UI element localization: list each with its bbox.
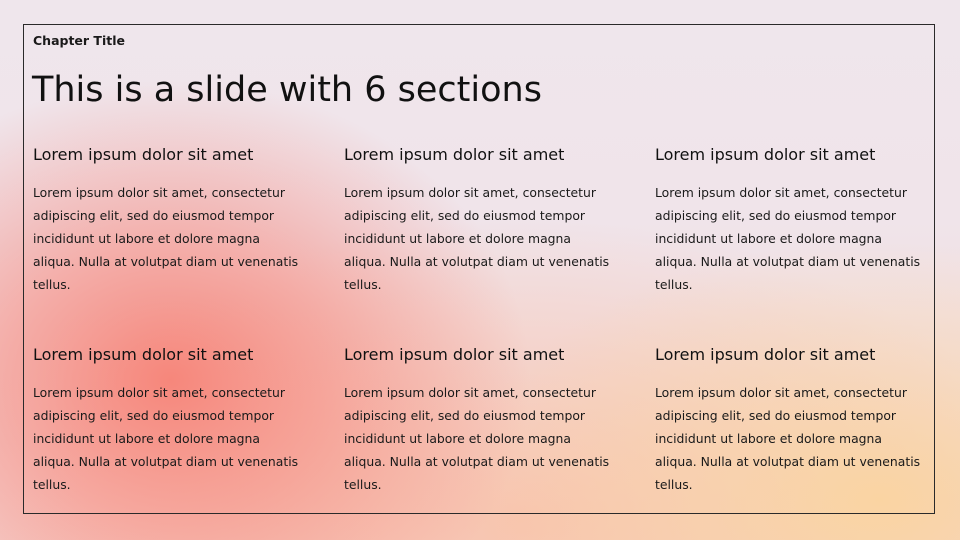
chapter-title: Chapter Title (33, 33, 125, 48)
section-4 (33, 344, 344, 504)
section-5 (344, 344, 655, 504)
section-body: Lorem ipsum dolor sit amet, consectetur adipiscing elit, sed do eiusmod tempor incididunt ut labore et dolore magna aliqua. Nulla at volutpat diam ut venenatis tellus. (655, 385, 921, 492)
section-heading: Lorem ipsum dolor sit amet (33, 345, 254, 364)
slide-title: This is a slide with 6 sections (32, 70, 542, 110)
section-body: Lorem ipsum dolor sit amet, consectetur adipiscing elit, sed do eiusmod tempor incididunt ut labore et dolore magna aliqua. Nulla at volutpat diam ut venenatis tellus. (33, 385, 299, 492)
section-heading: Lorem ipsum dolor sit amet (344, 145, 565, 164)
section-heading: Lorem ipsum dolor sit amet (33, 145, 254, 164)
section-body: Lorem ipsum dolor sit amet, consectetur adipiscing elit, sed do eiusmod tempor incididunt ut labore et dolore magna aliqua. Nulla at volutpat diam ut venenatis tellus. (33, 185, 299, 292)
section-3 (655, 144, 933, 344)
section-6 (655, 344, 933, 504)
section-heading: Lorem ipsum dolor sit amet (655, 145, 876, 164)
sections-grid (33, 144, 933, 504)
section-heading: Lorem ipsum dolor sit amet (655, 345, 876, 364)
section-body: Lorem ipsum dolor sit amet, consectetur adipiscing elit, sed do eiusmod tempor incididunt ut labore et dolore magna aliqua. Nulla at volutpat diam ut venenatis tellus. (344, 385, 610, 492)
section-2 (344, 144, 655, 344)
section-body: Lorem ipsum dolor sit amet, consectetur adipiscing elit, sed do eiusmod tempor incididunt ut labore et dolore magna aliqua. Nulla at volutpat diam ut venenatis tellus. (655, 185, 921, 292)
section-heading: Lorem ipsum dolor sit amet (344, 345, 565, 364)
section-body: Lorem ipsum dolor sit amet, consectetur adipiscing elit, sed do eiusmod tempor incididunt ut labore et dolore magna aliqua. Nulla at volutpat diam ut venenatis tellus. (344, 185, 610, 292)
section-1 (33, 144, 344, 344)
